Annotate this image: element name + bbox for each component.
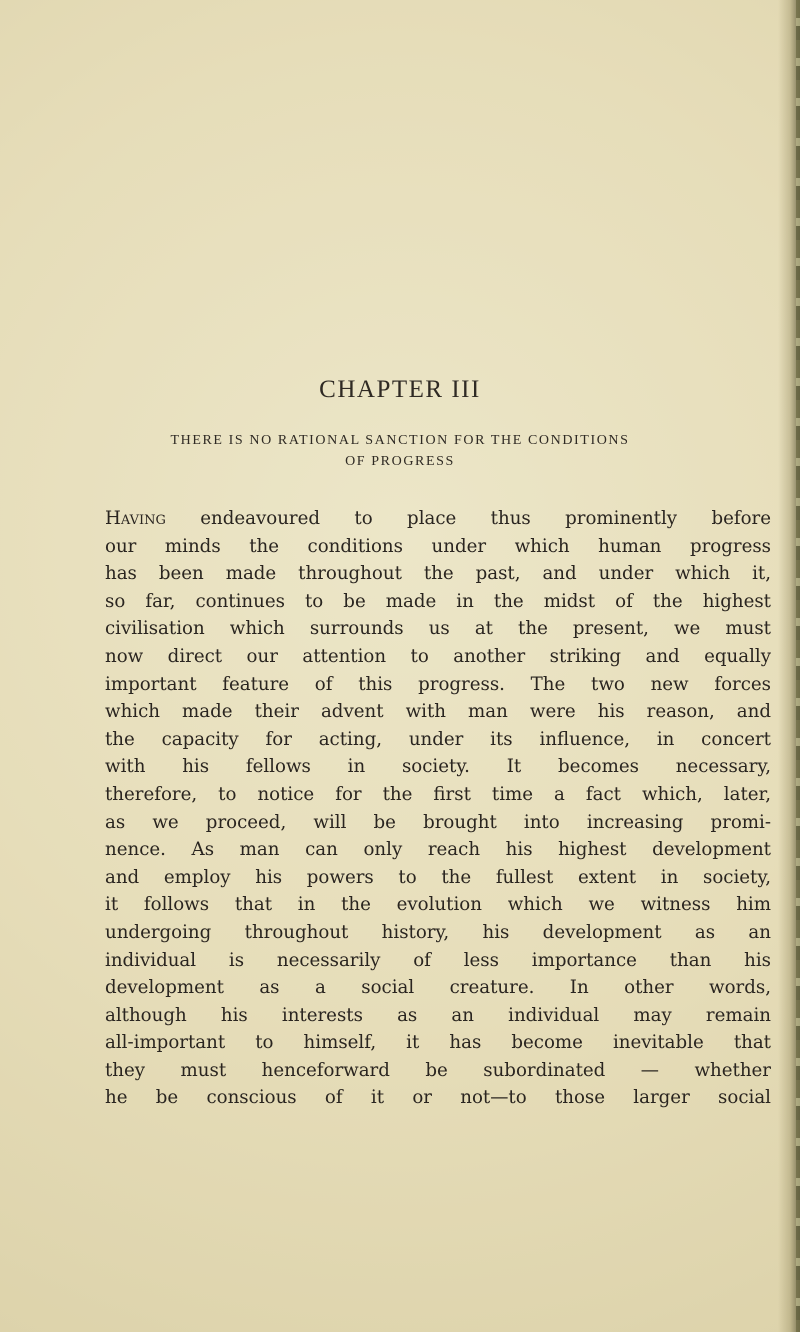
body-line: undergoing throughout history, his development as an: [105, 921, 771, 943]
body-line: our minds the conditions under which human progress: [105, 535, 771, 557]
body-line: now direct our attention to another striking and equally: [105, 645, 771, 667]
body-line: as we proceed, will be brought into increasing promi-: [105, 811, 771, 833]
body-line: although his interests as an individual may remain: [105, 1004, 771, 1026]
page-edge-shadow: [778, 0, 800, 1332]
body-line: individual is necessarily of less importance than his: [105, 949, 771, 971]
body-line: and employ his powers to the fullest extent in society,: [105, 866, 771, 888]
body-line: which made their advent with man were his reason, and: [105, 701, 771, 723]
body-line: he be conscious of it or not—to those larger social: [105, 1087, 771, 1109]
chapter-title: CHAPTER III: [319, 376, 481, 403]
chapter-subtitle: [130, 430, 670, 472]
body-line: the capacity for acting, under its influence, in concert: [105, 728, 771, 750]
body-line-1: [105, 505, 771, 533]
subtitle-line-1: THERE IS NO RATIONAL SANCTION FOR THE CONDITIONS: [170, 433, 630, 448]
body-line: has been made throughout the past, and under which it,: [105, 563, 771, 585]
first-line-text: endeavoured to place thus prominently before: [165, 508, 771, 529]
body-line: therefore, to notice for the first time a fact which, later,: [105, 783, 771, 805]
body-line: important feature of this progress. The two new forces: [105, 673, 771, 695]
chapter-body-paragraph: [105, 505, 771, 1112]
body-line: they must henceforward be subordinated — whether: [105, 1059, 771, 1081]
body-line: development as a social creature. In other words,: [105, 977, 771, 999]
body-line: with his fellows in society. It becomes necessary,: [105, 756, 771, 778]
body-line: all-important to himself, it has become inevitable that: [105, 1032, 771, 1054]
body-line: so far, continues to be made in the midst of the highest: [105, 590, 771, 612]
subtitle-line-2: OF PROGRESS: [345, 454, 455, 469]
body-line: it follows that in the evolution which we witness him: [105, 894, 771, 916]
lead-word: Having: [105, 508, 166, 529]
body-line: civilisation which surrounds us at the present, we must: [105, 618, 771, 640]
body-line: nence. As man can only reach his highest development: [105, 839, 771, 861]
